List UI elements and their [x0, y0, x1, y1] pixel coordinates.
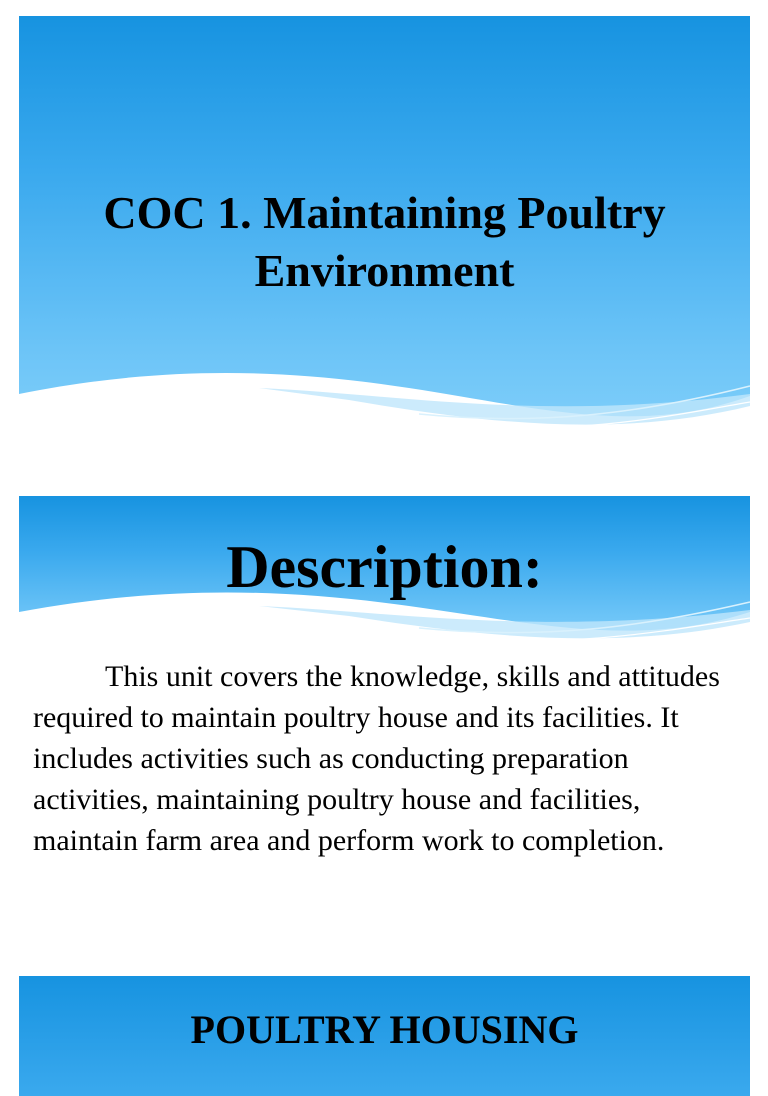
slide-poultry-housing — [19, 976, 750, 1096]
title-line-1: COC 1. Maintaining Poultry — [103, 187, 666, 238]
slide-description — [19, 496, 750, 936]
slide-title — [19, 16, 750, 460]
section-heading: POULTRY HOUSING — [190, 1007, 579, 1052]
description-paragraph: This unit covers the knowledge, skills and attitudes required to maintain poultry house and its facilities. It includes activities such as conducting preparation activities, maintaining poultry house and facilities, maintain farm area and perform work to completion. — [33, 660, 720, 857]
title-line-2: Environment — [254, 245, 515, 296]
section-heading: Description: — [226, 534, 543, 600]
wave-decoration — [19, 366, 750, 460]
page-title — [19, 184, 750, 300]
